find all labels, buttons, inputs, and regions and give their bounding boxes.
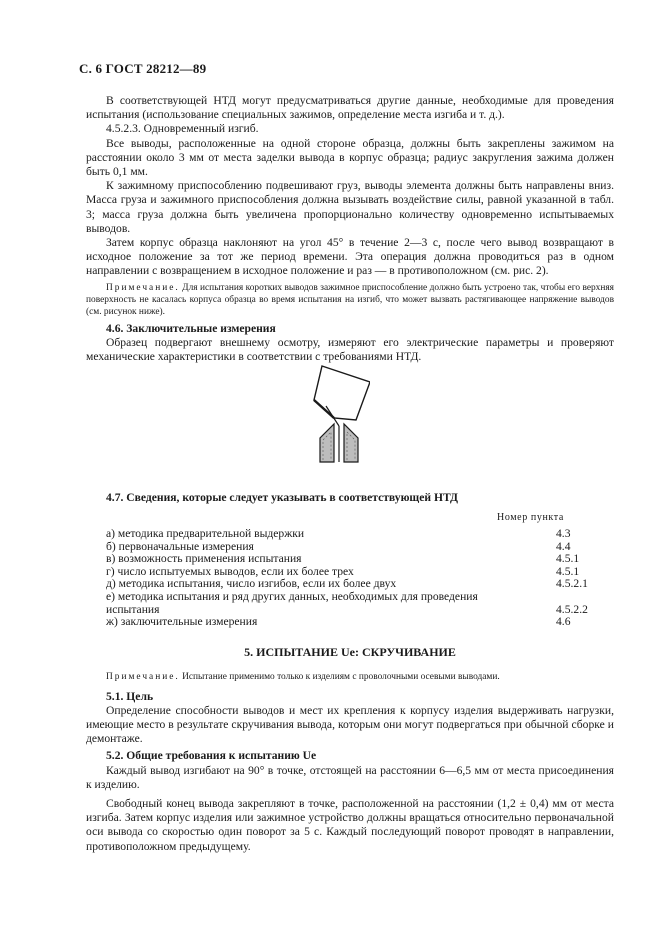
note-text: Испытание применимо только к изделиям с проволочными осевыми выводами.	[179, 672, 500, 683]
section-heading-4-6: 4.6. Заключительные измерения	[106, 321, 276, 335]
holder-left	[320, 424, 334, 462]
list-item-text: г) число испытуемых выводов, если их более трех	[106, 564, 354, 578]
list-item	[106, 553, 614, 566]
list-item	[106, 591, 614, 616]
clamp-jaw	[314, 400, 334, 418]
list-item-text: в) возможность применения испытания	[106, 552, 302, 566]
list-item-number: 4.3	[556, 527, 571, 540]
note-label: Примечание.	[106, 672, 180, 683]
section-heading-5-2: 5.2. Общие требования к испытанию Ue	[106, 749, 317, 763]
note-text: Для испытания коротких выводов зажимное приспособление должно быть устроено так, чтобы его верхняя поверхность не касалась корпуса образца во время испытания на изгиб, что может вызвать растягивающее напряжение выводов (см. рисунок ниже).	[86, 282, 614, 318]
paragraph: Затем корпус образца наклоняют на угол 45° в течение 2—3 с, после чего вывод возвращают в исходное положение за тот же период времени. Эта операция должна проводиться раз в одном направлении с возвращением в исходное положение и раз — в противоположном (см. рис. 2).	[86, 236, 614, 278]
paragraph: Все выводы, расположенные на одной стороне образца, должны быть закреплены зажимом на расстоянии около 3 мм от места заделки вывода в корпус образца; радиус закругления зажима должен быть 0,1 мм.	[86, 136, 614, 179]
clamp-figure	[290, 356, 370, 468]
holder-right	[344, 424, 358, 462]
list-item-number: 4.4	[556, 539, 571, 553]
list-item	[106, 616, 614, 629]
list-item-text: д) методика испытания, число изгибов, если их более двух	[106, 577, 397, 591]
note	[86, 671, 614, 683]
list-item-text: а) методика предварительной выдержки	[106, 527, 305, 540]
list-item-number: 4.5.1	[556, 564, 580, 578]
paragraph: В соответствующей НТД могут предусматриваться другие данные, необходимые для проведения испытания (использование специальных зажимов, определение места изгиба и т. д.).	[86, 94, 614, 122]
paragraph: К зажимному приспособлению подвешивают груз, выводы элемента должны быть направлены вниз. Масса груза и зажимного приспособления должна вызывать воздействие силы, равной указанной в табл. 3; масса груза должна быть увеличена пропорционально количеству одновременно испытываемых выводов.	[86, 179, 614, 235]
list-item	[106, 528, 614, 541]
reference-list	[106, 528, 614, 629]
section-heading-5-1: 5.1. Цель	[106, 689, 154, 703]
paragraph: Образец подвергают внешнему осмотру, измеряют его электрические параметры и проверяют механические характеристики в соответствии с требованиями НТД.	[86, 336, 614, 364]
page-header: С. 6 ГОСТ 28212—89	[79, 61, 207, 76]
list-item-number: 4.5.2.2	[556, 602, 588, 616]
list-item-number: 4.6	[556, 615, 571, 629]
list-item-text: ж) заключительные измерения	[106, 615, 258, 629]
list-item-text: б) первоначальные измерения	[106, 539, 254, 553]
lead-wire	[326, 406, 339, 426]
note	[86, 282, 614, 319]
section-5	[86, 645, 614, 854]
list-item-number: 4.5.1	[556, 552, 580, 566]
paragraph: Свободный конец вывода закрепляют в точке, расположенной на расстоянии (1,2 ± 0,4) мм от места изгиба. Затем корпус изделия или зажимное устройство должны вращаться относительно первоначальной оси вывода со скоростью один поворот за 5 с. Каждый последующий поворот проводят в направлении, противоположном предыдущему.	[86, 797, 614, 853]
section-5-title: 5. ИСПЫТАНИЕ Ue: СКРУЧИВАНИЕ	[244, 645, 456, 659]
list-item-number: 4.5.2.1	[556, 577, 588, 591]
note-label: Примечание.	[106, 282, 180, 293]
list-item-text: е) методика испытания и ряд других данных, необходимых для проведения испытания	[106, 589, 478, 616]
paragraph: Определение способности выводов и мест их крепления к корпусу изделия выдерживать нагрузки, имеющие место в результате скручивания вывода, которым они могут подвергаться при обычной сборке и демонтаже.	[86, 703, 614, 746]
clamp-block	[314, 366, 370, 420]
subsection-heading: 4.5.2.3. Одновременный изгиб.	[106, 122, 259, 136]
section-heading-4-7: 4.7. Сведения, которые следует указывать в соответствующей НТД	[106, 491, 458, 504]
body-text-top	[86, 94, 614, 364]
column-title: Номер пункта	[497, 512, 564, 523]
paragraph: Каждый вывод изгибают на 90° в точке, отстоящей на расстоянии 6—6,5 мм от места присоединения к изделию.	[86, 763, 614, 791]
